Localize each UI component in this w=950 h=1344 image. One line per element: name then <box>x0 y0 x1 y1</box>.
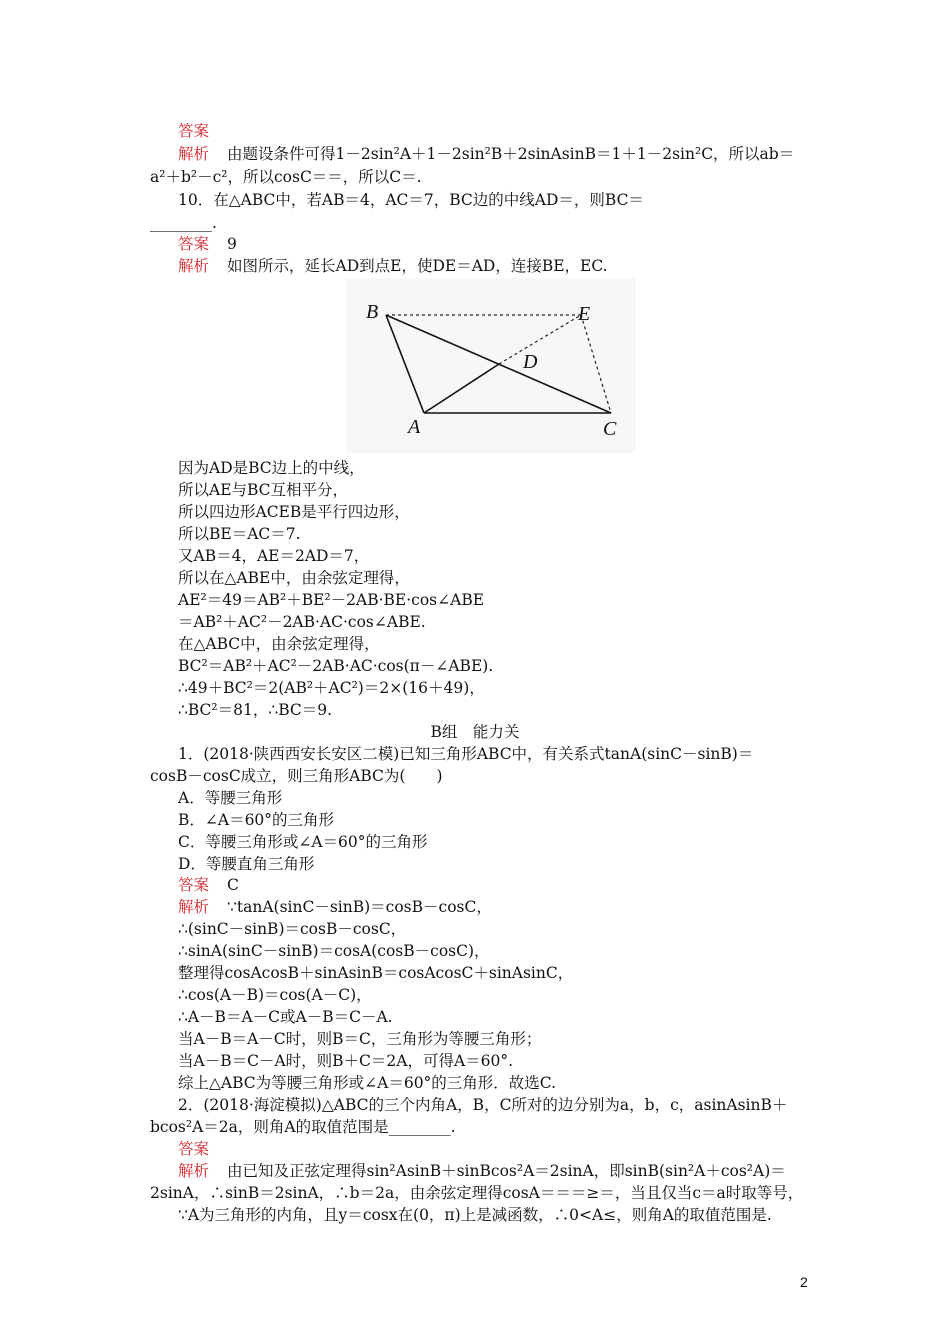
analysis-label: 解析 <box>178 145 210 163</box>
analysis-line <box>178 143 838 165</box>
text-line: 所以AE与BC互相平分， <box>178 481 349 499</box>
option-b: B．∠A＝60°的三角形 <box>178 811 335 829</box>
text-line: ∵A为三角形的内角，且y＝cosx在(0，π)上是减函数，∴0<A≤，则角A的取值范围是. <box>178 1206 772 1224</box>
formula-line: ＝AB²＋AC²－2AB·AC·cos∠ABE. <box>178 613 426 631</box>
question-10: 10．在△ABC中，若AB＝4，AC＝7，BC边的中线AD＝，则BC＝ <box>178 191 644 209</box>
parallelogram-figure <box>346 278 636 453</box>
text-line: cosB－cosC成立，则三角形ABC为( ) <box>150 767 443 785</box>
text-line: bcos²A＝2a，则角A的取值范围是________. <box>150 1118 456 1136</box>
formula-line: ∴BC²＝81，∴BC＝9. <box>178 701 333 719</box>
label-D: D <box>523 351 538 373</box>
segment-DE <box>499 315 581 364</box>
answer-line <box>178 233 838 255</box>
edge-EC <box>581 315 611 413</box>
answer-label: 答案 <box>178 1140 210 1158</box>
text-line: 所以在△ABE中，由余弦定理得， <box>178 569 410 587</box>
formula-line: ∴A－B＝A－C或A－B＝C－A. <box>178 1008 393 1026</box>
geometry-diagram <box>346 278 636 453</box>
analysis-line <box>178 896 838 918</box>
analysis-text: 由已知及正弦定理得sin²AsinB＋sinBcos²A＝2sinA，即sinB(sin²A＋cos²A)＝ <box>227 1162 786 1180</box>
label-C: C <box>603 418 617 440</box>
text-line: 所以四边形ACEB是平行四边形， <box>178 503 410 521</box>
question-2: 2．(2018·海淀模拟)△ABC的三个内角A，B，C所对的边分别为a，b，c，asinAsinB＋ <box>178 1096 788 1114</box>
analysis-text: ∵tanA(sinC－sinB)＝cosB－cosC， <box>227 898 492 916</box>
segment-AD <box>424 364 499 413</box>
text-line: 因为AD是BC边上的中线， <box>178 459 365 477</box>
question-1: 1．(2018·陕西西安长安区二模)已知三角形ABC中，有关系式tanA(sinC－sinB)＝ <box>178 745 754 763</box>
formula-line: ∴sinA(sinC－sinB)＝cosA(cosB－cosC)， <box>178 942 490 960</box>
analysis-label: 解析 <box>178 257 210 275</box>
analysis-line <box>178 255 838 277</box>
page-number: 2 <box>800 1274 808 1290</box>
text-line: 2sinA，∴sinB＝2sinA，∴b＝2a，由余弦定理得cosA＝＝＝≥＝，当且仅当c＝a时取等号， <box>150 1184 804 1202</box>
analysis-label: 解析 <box>178 1162 210 1180</box>
answer-line <box>178 874 838 896</box>
text-line: 当A－B＝C－A时，则B＋C＝2A，可得A＝60°. <box>178 1052 514 1070</box>
text-line: 又AB＝4，AE＝2AD＝7， <box>178 547 370 565</box>
answer-value: 9 <box>227 235 237 253</box>
formula-line: ∴cos(A－B)＝cos(A－C)， <box>178 986 372 1004</box>
answer-label: 答案 <box>178 122 210 140</box>
answer-blank: ________. <box>150 214 217 232</box>
section-heading: B组 能力关 <box>430 723 520 741</box>
formula-line: ∴49＋BC²＝2(AB²＋AC²)＝2×(16＋49)， <box>178 679 485 697</box>
formula-line: 整理得cosAcosB＋sinAsinB＝cosAcosC＋sinAsinC， <box>178 964 574 982</box>
option-d: D．等腰直角三角形 <box>178 855 315 873</box>
text-line: a²＋b²－c²，所以cosC＝＝，所以C＝. <box>150 168 422 186</box>
formula-line: BC²＝AB²＋AC²－2AB·AC·cos(π－∠ABE). <box>178 657 494 675</box>
formula-line: ∴(sinC－sinB)＝cosB－cosC， <box>178 920 407 938</box>
analysis-line <box>178 1160 838 1182</box>
formula-line: AE²＝49＝AB²＋BE²－2AB·BE·cos∠ABE <box>178 591 485 609</box>
label-B: B <box>366 301 379 323</box>
analysis-text: 如图所示，延长AD到点E，使DE＝AD，连接BE，EC. <box>227 257 608 275</box>
answer-label: 答案 <box>178 876 210 894</box>
answer-value: C <box>227 876 239 894</box>
option-a: A．等腰三角形 <box>178 789 283 807</box>
text-line: 所以BE＝AC＝7. <box>178 525 301 543</box>
text-line: 在△ABC中，由余弦定理得， <box>178 635 380 653</box>
analysis-label: 解析 <box>178 898 210 916</box>
label-E: E <box>578 303 591 325</box>
label-A: A <box>408 416 421 438</box>
text-line: 综上△ABC为等腰三角形或∠A＝60°的三角形．故选C. <box>178 1074 557 1092</box>
answer-label: 答案 <box>178 235 210 253</box>
option-c: C．等腰三角形或∠A＝60°的三角形 <box>178 833 428 851</box>
analysis-text: 由题设条件可得1－2sin²A＋1－2sin²B＋2sinAsinB＝1＋1－2sin²C，所以ab＝ <box>227 145 795 163</box>
text-line: 当A－B＝A－C时，则B＝C，三角形为等腰三角形； <box>178 1030 542 1048</box>
